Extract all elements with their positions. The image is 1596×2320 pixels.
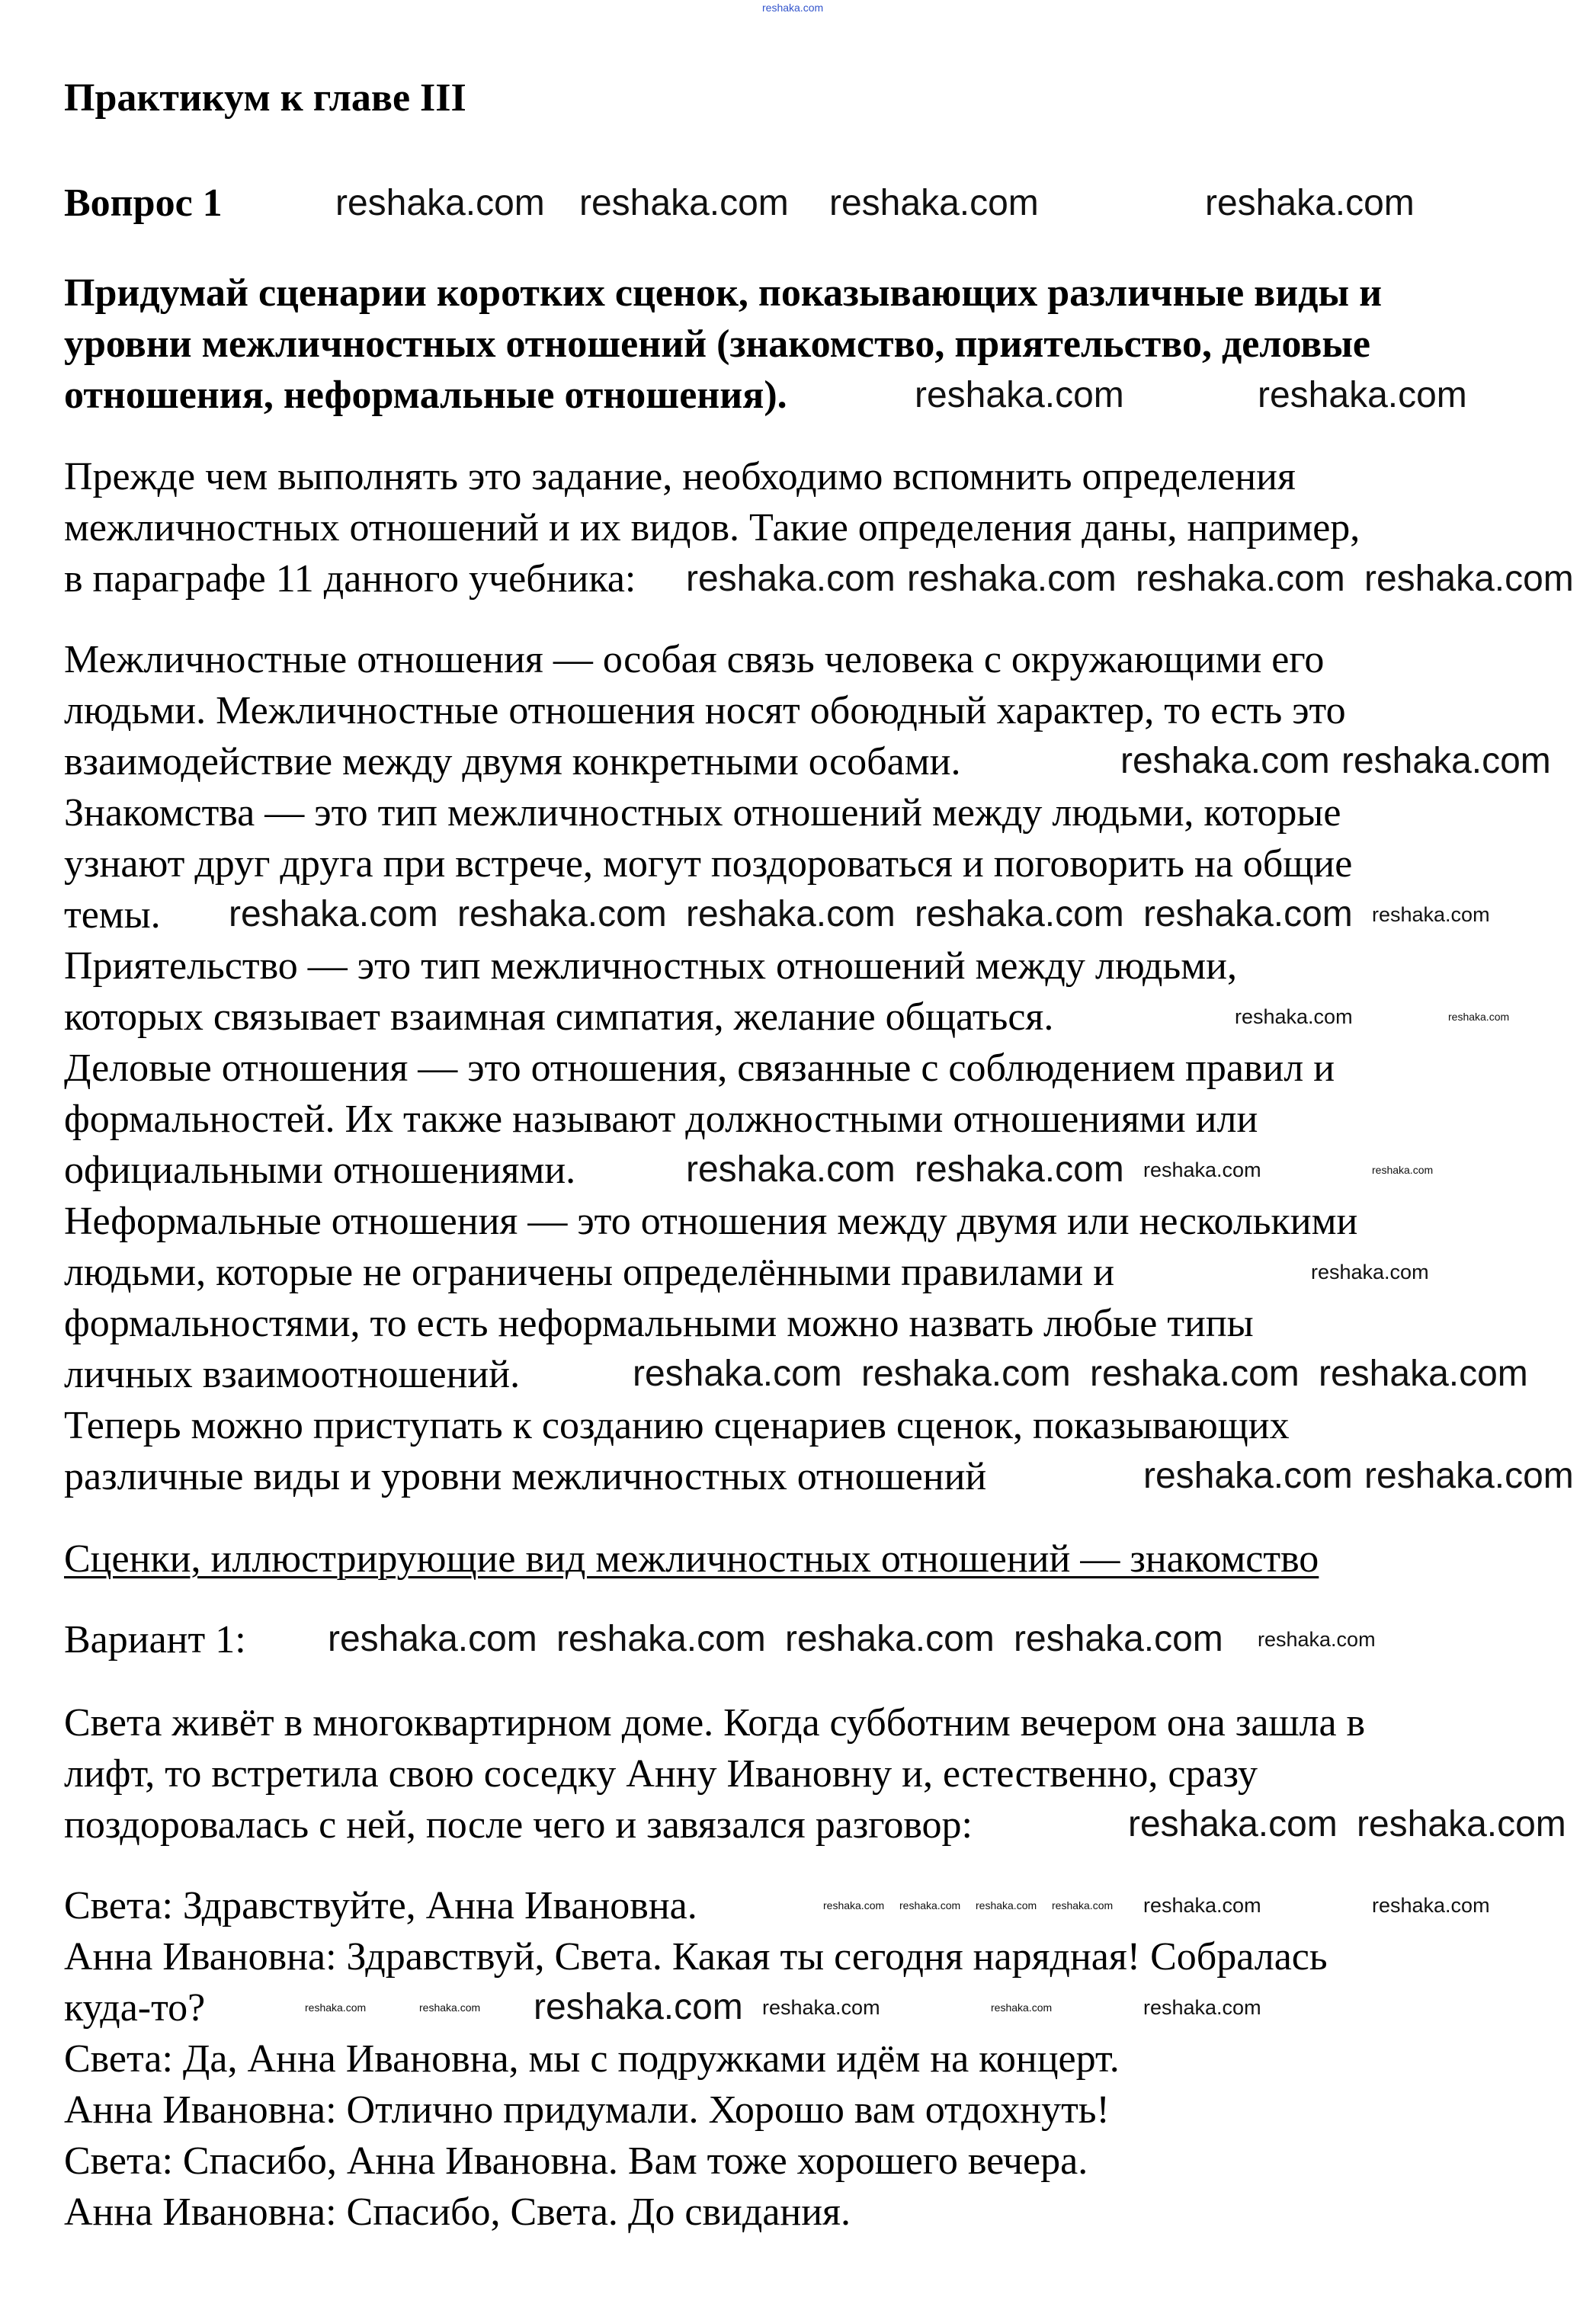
watermark: reshaka.com (1448, 1011, 1510, 1023)
text-line: отношения, неформальные отношения). (64, 373, 787, 417)
text-line: в параграфе 11 данного учебника: (64, 557, 636, 601)
watermark: reshaka.com (991, 2001, 1053, 2014)
watermark: reshaka.com (1372, 1894, 1490, 1917)
watermark: reshaka.com (686, 1149, 896, 1190)
text-line: Анна Ивановна: Отлично придумали. Хорошо вам отдохнуть! (64, 2088, 1110, 2132)
watermark: reshaka.com (419, 2001, 481, 2014)
text-line: взаимодействие между двумя конкретными особами. (64, 740, 961, 783)
watermark: reshaka.com (899, 1899, 961, 1911)
section-heading (64, 1533, 1319, 1585)
watermark: reshaka.com (1014, 1619, 1223, 1659)
watermark: reshaka.com (1120, 741, 1330, 781)
text-line: Деловые отношения — это отношения, связанные с соблюдением правил и (64, 1046, 1335, 1090)
text-line: Приятельство — это тип межличностных отношений между людьми, (64, 944, 1237, 988)
watermark: reshaka.com (335, 183, 545, 223)
text-line: людьми. Межличностные отношения носят обоюдный характер, то есть это (64, 689, 1346, 732)
text-line: межличностных отношений и их видов. Такие определения даны, например, (64, 506, 1360, 550)
text-line: Теперь можно приступать к созданию сценариев сценок, показывающих (64, 1404, 1290, 1447)
watermark: reshaka.com (1258, 375, 1467, 415)
watermark: reshaka.com (686, 894, 896, 934)
text-line: Сценки, иллюстрирующие вид межличностных отношений — знакомство (64, 1537, 1319, 1581)
watermark: reshaka.com (1372, 1164, 1434, 1176)
watermark: reshaka.com (907, 559, 1117, 599)
watermark: reshaka.com (823, 1899, 885, 1911)
watermark: reshaka.com (305, 2001, 367, 2014)
watermark: reshaka.com (915, 375, 1124, 415)
watermark: reshaka.com (1364, 559, 1574, 599)
text-line: людьми, которые не ограничены определёнными правилами и (64, 1251, 1115, 1294)
text-line: Знакомства — это тип межличностных отношений между людьми, которые (64, 791, 1341, 835)
watermark: reshaka.com (1143, 1996, 1261, 2019)
watermark: reshaka.com (915, 1149, 1124, 1190)
watermark: reshaka.com (1235, 1005, 1353, 1028)
watermark: reshaka.com (1090, 1354, 1300, 1394)
text-line: Придумай сценарии коротких сценок, показывающих различные виды и (64, 271, 1383, 315)
text-line: поздоровалась с ней, после чего и завязался разговор: (64, 1803, 973, 1847)
text-line: Света: Здравствуйте, Анна Ивановна. (64, 1884, 697, 1927)
watermark: reshaka.com (229, 894, 438, 934)
watermark: reshaka.com (1205, 183, 1415, 223)
dialog-section (64, 1880, 1328, 2238)
text-line: Анна Ивановна: Здравствуй, Света. Какая ты сегодня нарядная! Собралась (64, 1935, 1328, 1979)
watermark: reshaka.com (1319, 1354, 1528, 1394)
watermark: reshaka.com (1341, 741, 1551, 781)
text-line: лифт, то встретила свою соседку Анну Ивановну и, естественно, сразу (64, 1752, 1258, 1796)
text-line: различные виды и уровни межличностных отношений (64, 1455, 987, 1498)
watermark: reshaka.com (1128, 1804, 1338, 1844)
text-line: Неформальные отношения — это отношения между двумя или несколькими (64, 1200, 1358, 1243)
text-line: Прежде чем выполнять это задание, необходимо вспомнить определения (64, 455, 1296, 498)
watermark: reshaka.com (1311, 1261, 1429, 1283)
watermark: reshaka.com (1143, 1158, 1261, 1181)
text-line: Света: Спасибо, Анна Ивановна. Вам тоже хорошего вечера. (64, 2139, 1088, 2183)
watermark: reshaka.com (1143, 1456, 1353, 1496)
task-text (64, 268, 1382, 421)
watermark: reshaka.com (328, 1619, 537, 1659)
watermark: reshaka.com (861, 1354, 1071, 1394)
watermark: reshaka.com (1357, 1804, 1566, 1844)
watermark: reshaka.com (1372, 903, 1490, 926)
watermark: reshaka.com (829, 183, 1039, 223)
text-line: формальностей. Их также называют должностными отношениями или (64, 1098, 1258, 1141)
watermark: reshaka.com (556, 1619, 766, 1659)
watermark: reshaka.com (1258, 1628, 1376, 1651)
watermark: reshaka.com (976, 1899, 1037, 1911)
text-line: личных взаимоотношений. (64, 1353, 521, 1396)
variant-label (64, 1614, 246, 1665)
text-line: которых связывает взаимная симпатия, желание общаться. (64, 995, 1054, 1039)
text-line: узнают друг друга при встрече, могут поздороваться и поговорить на общие (64, 842, 1353, 886)
text-line: Света: Да, Анна Ивановна, мы с подружками идём на концерт. (64, 2037, 1120, 2081)
watermark: reshaka.com (457, 894, 667, 934)
page-title: Практикум к главе III (64, 76, 466, 120)
watermark: reshaka.com (1143, 894, 1353, 934)
watermark: reshaka.com (762, 1996, 880, 2019)
watermark: reshaka.com (534, 1987, 743, 2027)
text-line: Анна Ивановна: Спасибо, Света. До свидания. (64, 2190, 851, 2234)
watermark: reshaka.com (1136, 559, 1345, 599)
text-line: куда-то? (64, 1986, 206, 2030)
watermark: reshaka.com (1143, 1894, 1261, 1917)
watermark: reshaka.com (762, 2, 824, 14)
watermark: reshaka.com (633, 1354, 842, 1394)
text-line: Межличностные отношения — особая связь человека с окружающими его (64, 638, 1325, 681)
question-heading: Вопрос 1 (64, 181, 223, 225)
watermark: reshaka.com (785, 1619, 995, 1659)
text-line: Вариант 1: (64, 1618, 246, 1661)
watermark: reshaka.com (1052, 1899, 1114, 1911)
text-line: темы. (64, 893, 161, 937)
watermark: reshaka.com (686, 559, 896, 599)
text-line: Света живёт в многоквартирном доме. Когда субботним вечером она зашла в (64, 1701, 1366, 1745)
watermark: reshaka.com (1364, 1456, 1574, 1496)
text-line: официальными отношениями. (64, 1149, 576, 1192)
watermark: reshaka.com (915, 894, 1124, 934)
watermark: reshaka.com (579, 183, 789, 223)
text-line: формальностями, то есть неформальными можно назвать любые типы (64, 1302, 1254, 1345)
text-line: уровни межличностных отношений (знакомство, приятельство, деловые (64, 322, 1370, 366)
